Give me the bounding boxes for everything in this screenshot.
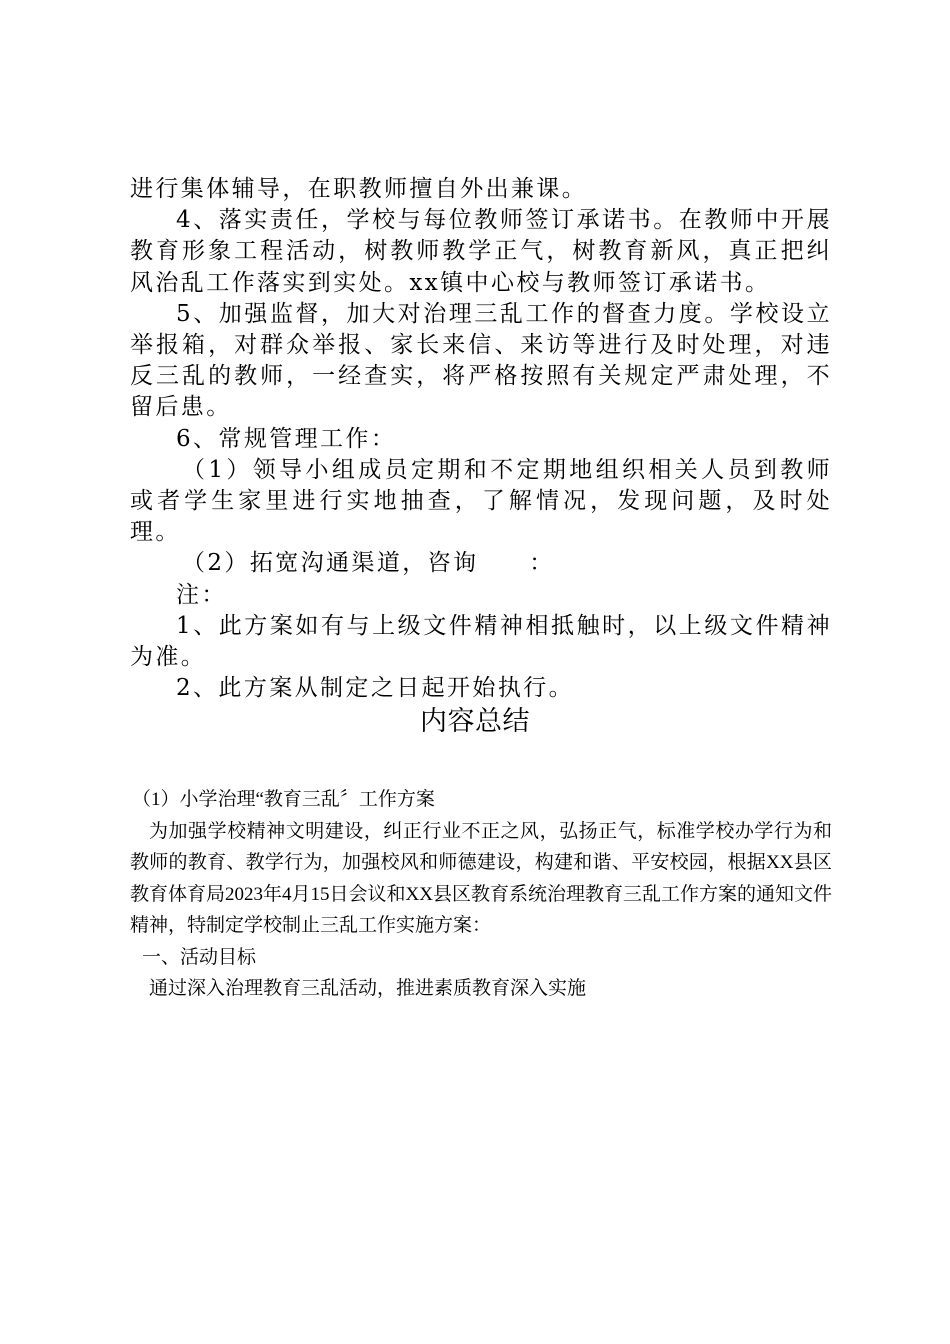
summary-list-heading: 一、活动目标 <box>142 946 257 968</box>
paragraph-item-6: 6、常规管理工作： <box>176 425 397 452</box>
paragraph-item-4: 4、落实责任，学校与每位教师签订承诺书。在教师中开展教育形象工程活动，树教师教学正气，树教育新风，真正把纠风治乱工作落实到实处。xx镇中心校与教师签订承诺书。 <box>130 207 832 296</box>
paragraph-subitem-2: （2）拓宽沟通渠道，咨询 ： <box>182 550 555 577</box>
paragraph-item-5: 5、加强监督，加大对治理三乱工作的督查力度。学校设立举报箱，对群众举报、家长来信、来访等进行及时处理，对违反三乱的教师，一经查实，将严格按照有关规定严肃处理，不留后患。 <box>130 300 832 421</box>
note-label: 注： <box>176 581 227 608</box>
main-body-text <box>130 174 832 704</box>
summary-paragraph: 为加强学校精神文明建设，纠正行业不正之风，弘扬正气，标准学校办学行为和教师的教育、教学行为，加强校风和师德建设，构建和谐、平安校园，根据XX县区教育体育局2023年4月15日会议和XX县区教育系统治理教育三乱工作方案的通知文件精神，特制定学校制止三乱工作实施方案： <box>130 820 832 936</box>
summary-section <box>130 784 832 1005</box>
paragraph-continuation: 进行集体辅导，在职教师擅自外出兼课。 <box>130 176 588 202</box>
summary-title: （1）小学治理“教育三乱〞工作方案 <box>132 789 435 810</box>
summary-heading: 内容总结 <box>420 706 530 737</box>
summary-paragraph-2: 通过深入治理教育三乱活动，推进素质教育深入实施 <box>149 978 587 999</box>
note-item-1: 1、此方案如有与上级文件精神相抵触时，以上级文件精神为准。 <box>130 612 832 671</box>
note-item-2: 2、此方案从制定之日起开始执行。 <box>176 675 575 702</box>
paragraph-subitem-1: （1）领导小组成员定期和不定期地组织相关人员到教师或者学生家里进行实地抽查，了解情况，发现问题，及时处理。 <box>130 456 832 546</box>
